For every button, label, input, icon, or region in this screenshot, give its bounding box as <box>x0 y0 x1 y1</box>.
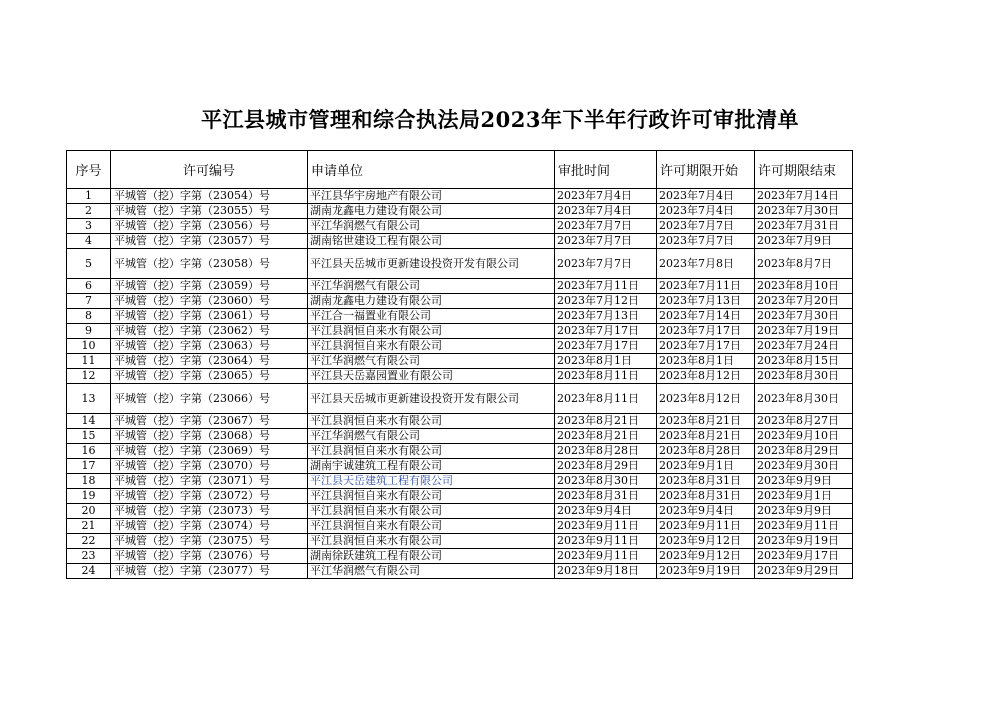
permit-number: 平城管（挖）字第（23069）号 <box>111 444 308 459</box>
permit-number: 平城管（挖）字第（23076）号 <box>111 549 308 564</box>
row-index: 10 <box>67 339 111 354</box>
approval-date: 2023年8月11日 <box>555 369 657 384</box>
permit-number: 平城管（挖）字第（23071）号 <box>111 474 308 489</box>
permit-number: 平城管（挖）字第（23075）号 <box>111 534 308 549</box>
row-index: 2 <box>67 204 111 219</box>
permit-number: 平城管（挖）字第（23065）号 <box>111 369 308 384</box>
applicant-name: 平江华润燃气有限公司 <box>308 279 555 294</box>
applicant-name: 平江县天岳建筑工程有限公司 <box>308 474 555 489</box>
table-row <box>67 234 853 249</box>
table-row <box>67 354 853 369</box>
end-date: 2023年9月29日 <box>755 564 853 579</box>
row-index: 19 <box>67 489 111 504</box>
end-date: 2023年8月27日 <box>755 414 853 429</box>
end-date: 2023年7月20日 <box>755 294 853 309</box>
end-date: 2023年9月10日 <box>755 429 853 444</box>
applicant-name: 平江县润恒自来水有限公司 <box>308 414 555 429</box>
table-row <box>67 459 853 474</box>
row-index: 17 <box>67 459 111 474</box>
end-date: 2023年9月1日 <box>755 489 853 504</box>
approval-date: 2023年8月31日 <box>555 489 657 504</box>
row-index: 20 <box>67 504 111 519</box>
row-index: 12 <box>67 369 111 384</box>
start-date: 2023年8月21日 <box>657 429 755 444</box>
end-date: 2023年7月31日 <box>755 219 853 234</box>
permit-number: 平城管（挖）字第（23066）号 <box>111 384 308 414</box>
table-row <box>67 564 853 579</box>
start-date: 2023年7月17日 <box>657 339 755 354</box>
table-row <box>67 294 853 309</box>
permit-number: 平城管（挖）字第（23057）号 <box>111 234 308 249</box>
row-index: 1 <box>67 189 111 204</box>
start-date: 2023年8月28日 <box>657 444 755 459</box>
row-index: 6 <box>67 279 111 294</box>
permit-number: 平城管（挖）字第（23063）号 <box>111 339 308 354</box>
applicant-name: 平江县润恒自来水有限公司 <box>308 519 555 534</box>
end-date: 2023年9月11日 <box>755 519 853 534</box>
end-date: 2023年9月19日 <box>755 534 853 549</box>
permit-number: 平城管（挖）字第（23070）号 <box>111 459 308 474</box>
start-date: 2023年8月31日 <box>657 474 755 489</box>
row-index: 21 <box>67 519 111 534</box>
permit-number: 平城管（挖）字第（23054）号 <box>111 189 308 204</box>
approval-date: 2023年9月4日 <box>555 504 657 519</box>
applicant-name: 湖南龙鑫电力建设有限公司 <box>308 204 555 219</box>
table-row <box>67 279 853 294</box>
row-index: 7 <box>67 294 111 309</box>
permit-number: 平城管（挖）字第（23058）号 <box>111 249 308 279</box>
header-start-date: 许可期限开始 <box>657 151 755 189</box>
applicant-name: 平江华润燃气有限公司 <box>308 354 555 369</box>
table-row <box>67 219 853 234</box>
permit-number: 平城管（挖）字第（23062）号 <box>111 324 308 339</box>
approval-date: 2023年7月17日 <box>555 324 657 339</box>
approval-date: 2023年7月7日 <box>555 234 657 249</box>
table-row <box>67 549 853 564</box>
permit-number: 平城管（挖）字第（23068）号 <box>111 429 308 444</box>
end-date: 2023年9月17日 <box>755 549 853 564</box>
row-index: 14 <box>67 414 111 429</box>
row-index: 5 <box>67 249 111 279</box>
approval-date: 2023年7月7日 <box>555 219 657 234</box>
table-row <box>67 534 853 549</box>
applicant-name: 平江华润燃气有限公司 <box>308 429 555 444</box>
end-date: 2023年8月29日 <box>755 444 853 459</box>
applicant-name: 湖南徐跃建筑工程有限公司 <box>308 549 555 564</box>
row-index: 9 <box>67 324 111 339</box>
permit-number: 平城管（挖）字第（23060）号 <box>111 294 308 309</box>
table-row <box>67 504 853 519</box>
header-applicant: 申请单位 <box>308 151 555 189</box>
approval-date: 2023年9月11日 <box>555 534 657 549</box>
permit-number: 平城管（挖）字第（23061）号 <box>111 309 308 324</box>
approval-date: 2023年8月1日 <box>555 354 657 369</box>
approval-date: 2023年7月4日 <box>555 189 657 204</box>
approval-date: 2023年9月11日 <box>555 549 657 564</box>
applicant-name: 湖南铭世建设工程有限公司 <box>308 234 555 249</box>
header-end-date: 许可期限结束 <box>755 151 853 189</box>
table-row <box>67 444 853 459</box>
applicant-name: 平江县润恒自来水有限公司 <box>308 324 555 339</box>
row-index: 15 <box>67 429 111 444</box>
approval-date: 2023年8月30日 <box>555 474 657 489</box>
permit-number: 平城管（挖）字第（23077）号 <box>111 564 308 579</box>
table-row <box>67 384 853 414</box>
start-date: 2023年9月12日 <box>657 549 755 564</box>
header-permit-number: 许可编号 <box>111 151 308 189</box>
end-date: 2023年8月30日 <box>755 384 853 414</box>
permit-number: 平城管（挖）字第（23059）号 <box>111 279 308 294</box>
start-date: 2023年8月21日 <box>657 414 755 429</box>
row-index: 11 <box>67 354 111 369</box>
approval-date: 2023年7月7日 <box>555 249 657 279</box>
start-date: 2023年7月8日 <box>657 249 755 279</box>
table-row <box>67 414 853 429</box>
end-date: 2023年8月15日 <box>755 354 853 369</box>
start-date: 2023年7月14日 <box>657 309 755 324</box>
row-index: 4 <box>67 234 111 249</box>
applicant-name: 平江县润恒自来水有限公司 <box>308 444 555 459</box>
end-date: 2023年7月30日 <box>755 204 853 219</box>
permit-number: 平城管（挖）字第（23073）号 <box>111 504 308 519</box>
row-index: 8 <box>67 309 111 324</box>
applicant-name: 平江县天岳城市更新建设投资开发有限公司 <box>308 249 555 279</box>
applicant-name: 平江县天岳城市更新建设投资开发有限公司 <box>308 384 555 414</box>
table-row <box>67 429 853 444</box>
approval-date: 2023年9月18日 <box>555 564 657 579</box>
applicant-name: 平江县润恒自来水有限公司 <box>308 489 555 504</box>
table-row <box>67 204 853 219</box>
row-index: 18 <box>67 474 111 489</box>
start-date: 2023年7月4日 <box>657 204 755 219</box>
row-index: 13 <box>67 384 111 414</box>
permit-number: 平城管（挖）字第（23074）号 <box>111 519 308 534</box>
end-date: 2023年7月9日 <box>755 234 853 249</box>
start-date: 2023年7月7日 <box>657 219 755 234</box>
start-date: 2023年9月1日 <box>657 459 755 474</box>
header-approval-date: 审批时间 <box>555 151 657 189</box>
approval-date: 2023年7月12日 <box>555 294 657 309</box>
applicant-name: 平江华润燃气有限公司 <box>308 219 555 234</box>
applicant-name: 湖南宇诚建筑工程有限公司 <box>308 459 555 474</box>
applicant-name: 平江县润恒自来水有限公司 <box>308 534 555 549</box>
end-date: 2023年9月9日 <box>755 504 853 519</box>
approval-date: 2023年8月21日 <box>555 429 657 444</box>
approval-date: 2023年7月17日 <box>555 339 657 354</box>
approval-date: 2023年9月11日 <box>555 519 657 534</box>
applicant-name: 平江华润燃气有限公司 <box>308 564 555 579</box>
approval-date: 2023年8月21日 <box>555 414 657 429</box>
approval-date: 2023年8月11日 <box>555 384 657 414</box>
start-date: 2023年9月11日 <box>657 519 755 534</box>
table-row <box>67 369 853 384</box>
end-date: 2023年8月7日 <box>755 249 853 279</box>
start-date: 2023年9月19日 <box>657 564 755 579</box>
approval-date: 2023年7月13日 <box>555 309 657 324</box>
table-row <box>67 324 853 339</box>
permit-number: 平城管（挖）字第（23072）号 <box>111 489 308 504</box>
start-date: 2023年7月11日 <box>657 279 755 294</box>
start-date: 2023年9月4日 <box>657 504 755 519</box>
end-date: 2023年9月30日 <box>755 459 853 474</box>
applicant-name: 平江县天岳嘉园置业有限公司 <box>308 369 555 384</box>
start-date: 2023年9月12日 <box>657 534 755 549</box>
row-index: 24 <box>67 564 111 579</box>
approval-date: 2023年8月28日 <box>555 444 657 459</box>
approval-table <box>66 150 853 579</box>
end-date: 2023年8月30日 <box>755 369 853 384</box>
permit-number: 平城管（挖）字第（23055）号 <box>111 204 308 219</box>
start-date: 2023年7月13日 <box>657 294 755 309</box>
row-index: 23 <box>67 549 111 564</box>
start-date: 2023年7月4日 <box>657 189 755 204</box>
applicant-name: 湖南龙鑫电力建设有限公司 <box>308 294 555 309</box>
document-title: 平江县城市管理和综合执法局2023年下半年行政许可审批清单 <box>201 107 799 132</box>
start-date: 2023年7月17日 <box>657 324 755 339</box>
end-date: 2023年7月14日 <box>755 189 853 204</box>
applicant-name: 平江县华宇房地产有限公司 <box>308 189 555 204</box>
table-row <box>67 519 853 534</box>
permit-number: 平城管（挖）字第（23064）号 <box>111 354 308 369</box>
row-index: 3 <box>67 219 111 234</box>
end-date: 2023年7月30日 <box>755 309 853 324</box>
approval-date: 2023年8月29日 <box>555 459 657 474</box>
row-index: 22 <box>67 534 111 549</box>
table-row <box>67 189 853 204</box>
table-row <box>67 249 853 279</box>
header-row <box>67 151 853 189</box>
start-date: 2023年7月7日 <box>657 234 755 249</box>
start-date: 2023年8月12日 <box>657 384 755 414</box>
applicant-name: 平江县润恒自来水有限公司 <box>308 339 555 354</box>
start-date: 2023年8月31日 <box>657 489 755 504</box>
permit-number: 平城管（挖）字第（23056）号 <box>111 219 308 234</box>
end-date: 2023年8月10日 <box>755 279 853 294</box>
header-index: 序号 <box>67 151 111 189</box>
table-row <box>67 489 853 504</box>
end-date: 2023年7月19日 <box>755 324 853 339</box>
permit-number: 平城管（挖）字第（23067）号 <box>111 414 308 429</box>
applicant-name: 平江县润恒自来水有限公司 <box>308 504 555 519</box>
approval-date: 2023年7月11日 <box>555 279 657 294</box>
table-row <box>67 339 853 354</box>
start-date: 2023年8月12日 <box>657 369 755 384</box>
table-row <box>67 309 853 324</box>
applicant-name: 平江合一福置业有限公司 <box>308 309 555 324</box>
start-date: 2023年8月1日 <box>657 354 755 369</box>
approval-date: 2023年7月4日 <box>555 204 657 219</box>
row-index: 16 <box>67 444 111 459</box>
end-date: 2023年9月9日 <box>755 474 853 489</box>
end-date: 2023年7月24日 <box>755 339 853 354</box>
table-row <box>67 474 853 489</box>
